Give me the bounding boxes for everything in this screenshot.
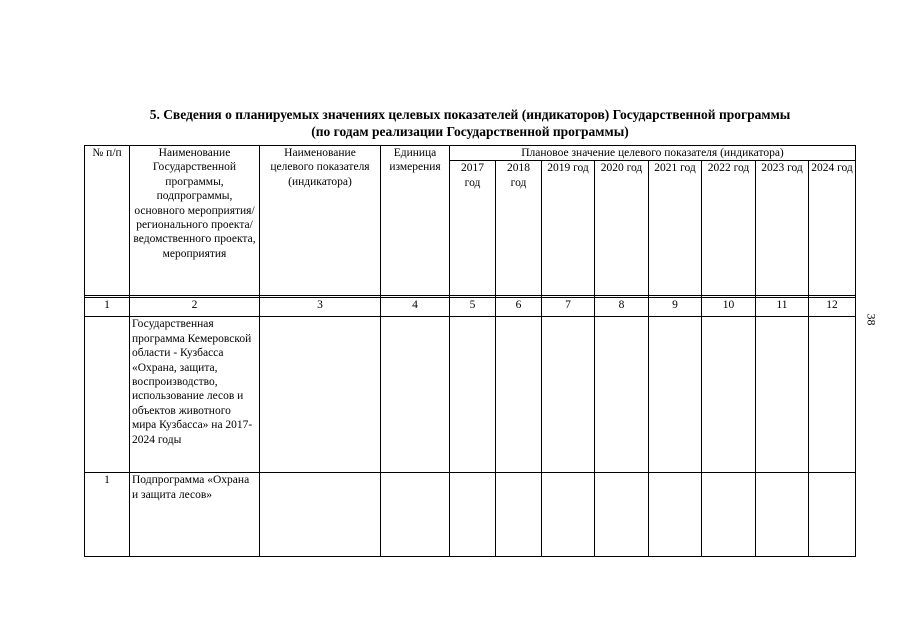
empty-cell [542,317,595,473]
header-year: 2023 год [756,161,809,296]
table-row [85,473,856,557]
empty-cell [756,317,809,473]
empty-cell [809,473,856,557]
empty-cell [381,473,450,557]
row-num: 1 [85,473,130,557]
header-year: 2019 год [542,161,595,296]
header-indicator-name: Наименование целевого показателя (индикатора) [260,146,381,296]
column-number: 2 [130,298,260,317]
column-number: 1 [85,298,130,317]
empty-cell [542,473,595,557]
empty-cell [809,317,856,473]
empty-cell [260,473,381,557]
header-year: 2017 год [450,161,496,296]
indicators-table [84,145,856,557]
empty-cell [702,473,756,557]
column-number: 11 [756,298,809,317]
column-numbers-row [85,298,856,317]
row-num [85,317,130,473]
empty-cell [381,317,450,473]
header-num: № п/п [85,146,130,296]
header-year: 2020 год [595,161,649,296]
column-number: 6 [496,298,542,317]
table-row [85,317,856,473]
column-number: 7 [542,298,595,317]
header-plan-value: Плановое значение целевого показателя (индикатора) [450,146,856,161]
row-program-name: Подпрограмма «Охрана и защита лесов» [130,473,260,557]
header-year: 2021 год [649,161,702,296]
row-program-name: Государственная программа Кемеровской области - Кузбасса «Охрана, защита, воспроизводство, использование лесов и объектов животного мира Кузбасса» на 2017-2024 годы [130,317,260,473]
column-number: 12 [809,298,856,317]
header-row-1 [85,146,856,161]
empty-cell [260,317,381,473]
empty-cell [450,473,496,557]
column-number: 9 [649,298,702,317]
header-year: 2024 год [809,161,856,296]
empty-cell [595,317,649,473]
header-unit: Единица измерения [381,146,450,296]
empty-cell [649,317,702,473]
column-number: 10 [702,298,756,317]
empty-cell [756,473,809,557]
column-number: 5 [450,298,496,317]
header-year: 2018 год [496,161,542,296]
column-number: 8 [595,298,649,317]
table-title: 5. Сведения о планируемых значениях целевых показателей (индикаторов) Государственной программы (по годам реализации Государственной программы) [149,107,791,139]
column-number: 3 [260,298,381,317]
empty-cell [496,317,542,473]
page-number: 38 [864,313,879,326]
empty-cell [450,317,496,473]
empty-cell [702,317,756,473]
empty-cell [649,473,702,557]
header-year: 2022 год [702,161,756,296]
empty-cell [496,473,542,557]
header-program-name: Наименование Государственной программы, подпрограммы, основного мероприятия/ регионального проекта/ ведомственного проекта, мероприятия [130,146,260,296]
column-number: 4 [381,298,450,317]
empty-cell [595,473,649,557]
